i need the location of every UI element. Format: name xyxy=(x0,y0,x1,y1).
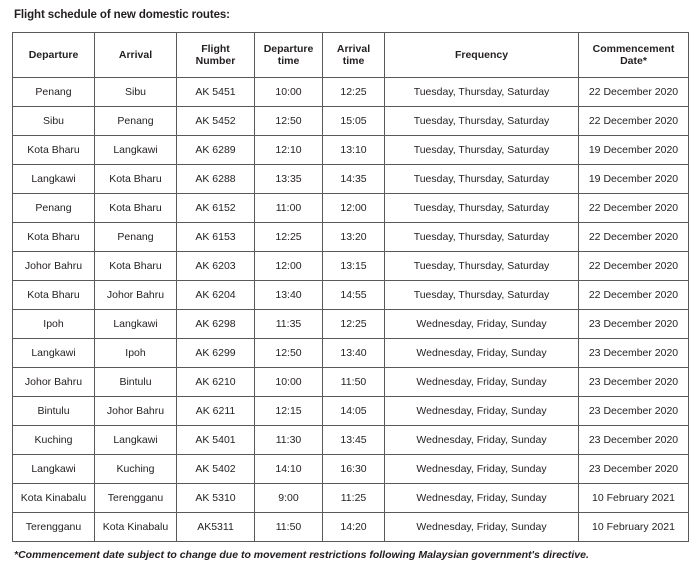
cell-departure: Kota Bharu xyxy=(13,281,95,310)
column-header-arrival-time-line2: time xyxy=(342,55,365,67)
cell-commencement-date: 22 December 2020 xyxy=(579,107,689,136)
cell-departure-time: 10:00 xyxy=(255,368,323,397)
cell-departure: Penang xyxy=(13,194,95,223)
cell-flight-number: AK 5402 xyxy=(177,455,255,484)
cell-arrival-time: 12:25 xyxy=(323,310,385,339)
cell-arrival: Penang xyxy=(95,223,177,252)
cell-frequency: Tuesday, Thursday, Saturday xyxy=(385,107,579,136)
table-row xyxy=(13,194,689,223)
cell-arrival: Johor Bahru xyxy=(95,397,177,426)
cell-flight-number: AK 5401 xyxy=(177,426,255,455)
column-header-departure-time-line2: time xyxy=(277,55,300,67)
footnote: *Commencement date subject to change due to movement restrictions following Malaysian government's directive. xyxy=(14,549,589,561)
cell-arrival-time: 16:30 xyxy=(323,455,385,484)
cell-arrival: Kota Bharu xyxy=(95,252,177,281)
cell-commencement-date: 10 February 2021 xyxy=(579,484,689,513)
cell-arrival-time: 11:25 xyxy=(323,484,385,513)
cell-arrival-time: 13:20 xyxy=(323,223,385,252)
cell-arrival: Kota Bharu xyxy=(95,194,177,223)
cell-departure: Langkawi xyxy=(13,455,95,484)
cell-departure-time: 10:00 xyxy=(255,78,323,107)
column-header-frequency xyxy=(385,33,579,78)
cell-departure-time: 14:10 xyxy=(255,455,323,484)
cell-arrival: Kota Kinabalu xyxy=(95,513,177,542)
cell-arrival-time: 13:10 xyxy=(323,136,385,165)
cell-departure: Kota Bharu xyxy=(13,223,95,252)
cell-departure-time: 9:00 xyxy=(255,484,323,513)
table-row xyxy=(13,339,689,368)
cell-flight-number: AK 6152 xyxy=(177,194,255,223)
cell-arrival: Penang xyxy=(95,107,177,136)
cell-departure-time: 11:30 xyxy=(255,426,323,455)
cell-arrival: Sibu xyxy=(95,78,177,107)
cell-frequency: Wednesday, Friday, Sunday xyxy=(385,484,579,513)
cell-flight-number: AK 6289 xyxy=(177,136,255,165)
cell-departure-time: 13:35 xyxy=(255,165,323,194)
cell-departure-time: 12:50 xyxy=(255,107,323,136)
table-row xyxy=(13,426,689,455)
column-header-departure xyxy=(13,33,95,78)
cell-arrival: Langkawi xyxy=(95,136,177,165)
table-row xyxy=(13,455,689,484)
cell-commencement-date: 22 December 2020 xyxy=(579,194,689,223)
table-header xyxy=(13,33,689,78)
table-row xyxy=(13,513,689,542)
table-row xyxy=(13,252,689,281)
column-header-arrival-label: Arrival xyxy=(118,49,153,61)
cell-departure-time: 11:50 xyxy=(255,513,323,542)
cell-departure-time: 12:00 xyxy=(255,252,323,281)
column-header-departure-label: Departure xyxy=(28,49,79,61)
cell-frequency: Tuesday, Thursday, Saturday xyxy=(385,281,579,310)
table-row xyxy=(13,368,689,397)
cell-departure-time: 12:25 xyxy=(255,223,323,252)
cell-frequency: Tuesday, Thursday, Saturday xyxy=(385,136,579,165)
table-row xyxy=(13,136,689,165)
cell-commencement-date: 22 December 2020 xyxy=(579,223,689,252)
cell-arrival: Johor Bahru xyxy=(95,281,177,310)
cell-arrival: Kuching xyxy=(95,455,177,484)
cell-departure: Langkawi xyxy=(13,165,95,194)
column-header-flight-number-line2: Number xyxy=(195,55,236,67)
cell-commencement-date: 23 December 2020 xyxy=(579,426,689,455)
cell-frequency: Tuesday, Thursday, Saturday xyxy=(385,165,579,194)
column-header-commencement-line2: Date* xyxy=(620,55,647,67)
cell-arrival-time: 13:40 xyxy=(323,339,385,368)
cell-arrival-time: 13:45 xyxy=(323,426,385,455)
cell-frequency: Wednesday, Friday, Sunday xyxy=(385,339,579,368)
column-header-departure-time xyxy=(255,33,323,78)
cell-frequency: Wednesday, Friday, Sunday xyxy=(385,397,579,426)
cell-flight-number: AK 5310 xyxy=(177,484,255,513)
cell-departure-time: 11:00 xyxy=(255,194,323,223)
column-header-departure-time-line1: Departure xyxy=(263,43,314,55)
cell-frequency: Tuesday, Thursday, Saturday xyxy=(385,78,579,107)
column-header-arrival-time xyxy=(323,33,385,78)
cell-arrival-time: 14:20 xyxy=(323,513,385,542)
cell-departure: Sibu xyxy=(13,107,95,136)
table-row xyxy=(13,397,689,426)
cell-arrival: Langkawi xyxy=(95,426,177,455)
column-header-commencement-line1: Commencement xyxy=(592,43,675,55)
table-row xyxy=(13,78,689,107)
cell-arrival-time: 14:35 xyxy=(323,165,385,194)
table-row xyxy=(13,165,689,194)
cell-departure: Kota Bharu xyxy=(13,136,95,165)
table-body xyxy=(13,78,689,542)
cell-departure: Kuching xyxy=(13,426,95,455)
cell-arrival-time: 14:05 xyxy=(323,397,385,426)
cell-commencement-date: 22 December 2020 xyxy=(579,252,689,281)
cell-departure: Langkawi xyxy=(13,339,95,368)
cell-frequency: Wednesday, Friday, Sunday xyxy=(385,455,579,484)
cell-commencement-date: 22 December 2020 xyxy=(579,281,689,310)
cell-arrival-time: 15:05 xyxy=(323,107,385,136)
cell-frequency: Tuesday, Thursday, Saturday xyxy=(385,194,579,223)
column-header-commencement-date xyxy=(579,33,689,78)
cell-arrival: Terengganu xyxy=(95,484,177,513)
cell-frequency: Wednesday, Friday, Sunday xyxy=(385,310,579,339)
cell-flight-number: AK 5452 xyxy=(177,107,255,136)
cell-arrival: Ipoh xyxy=(95,339,177,368)
cell-flight-number: AK 6153 xyxy=(177,223,255,252)
cell-departure: Johor Bahru xyxy=(13,368,95,397)
column-header-frequency-label: Frequency xyxy=(454,49,509,61)
cell-arrival: Bintulu xyxy=(95,368,177,397)
cell-arrival-time: 12:25 xyxy=(323,78,385,107)
column-header-flight-number xyxy=(177,33,255,78)
cell-arrival: Langkawi xyxy=(95,310,177,339)
cell-arrival: Kota Bharu xyxy=(95,165,177,194)
cell-commencement-date: 23 December 2020 xyxy=(579,339,689,368)
cell-flight-number: AK 6211 xyxy=(177,397,255,426)
cell-commencement-date: 23 December 2020 xyxy=(579,455,689,484)
cell-commencement-date: 19 December 2020 xyxy=(579,165,689,194)
cell-arrival-time: 12:00 xyxy=(323,194,385,223)
cell-flight-number: AK 6299 xyxy=(177,339,255,368)
cell-flight-number: AK 5451 xyxy=(177,78,255,107)
cell-commencement-date: 23 December 2020 xyxy=(579,310,689,339)
table-row xyxy=(13,107,689,136)
table-row xyxy=(13,484,689,513)
cell-arrival-time: 13:15 xyxy=(323,252,385,281)
cell-flight-number: AK 6203 xyxy=(177,252,255,281)
cell-departure-time: 12:50 xyxy=(255,339,323,368)
cell-frequency: Tuesday, Thursday, Saturday xyxy=(385,223,579,252)
column-header-flight-number-line1: Flight xyxy=(201,43,230,55)
cell-commencement-date: 10 February 2021 xyxy=(579,513,689,542)
cell-frequency: Wednesday, Friday, Sunday xyxy=(385,426,579,455)
cell-flight-number: AK5311 xyxy=(177,513,255,542)
cell-commencement-date: 19 December 2020 xyxy=(579,136,689,165)
cell-departure-time: 12:15 xyxy=(255,397,323,426)
cell-commencement-date: 23 December 2020 xyxy=(579,368,689,397)
column-header-arrival-time-line1: Arrival xyxy=(336,43,371,55)
cell-arrival-time: 11:50 xyxy=(323,368,385,397)
column-header-arrival xyxy=(95,33,177,78)
cell-frequency: Wednesday, Friday, Sunday xyxy=(385,368,579,397)
cell-departure: Johor Bahru xyxy=(13,252,95,281)
cell-departure: Ipoh xyxy=(13,310,95,339)
cell-frequency: Wednesday, Friday, Sunday xyxy=(385,513,579,542)
cell-arrival-time: 14:55 xyxy=(323,281,385,310)
cell-departure-time: 13:40 xyxy=(255,281,323,310)
table-row xyxy=(13,223,689,252)
cell-departure-time: 11:35 xyxy=(255,310,323,339)
cell-frequency: Tuesday, Thursday, Saturday xyxy=(385,252,579,281)
page-title: Flight schedule of new domestic routes: xyxy=(14,9,230,21)
cell-departure: Penang xyxy=(13,78,95,107)
cell-departure: Terengganu xyxy=(13,513,95,542)
cell-departure: Bintulu xyxy=(13,397,95,426)
cell-departure: Kota Kinabalu xyxy=(13,484,95,513)
cell-commencement-date: 22 December 2020 xyxy=(579,78,689,107)
table-header-row xyxy=(13,33,689,78)
cell-departure-time: 12:10 xyxy=(255,136,323,165)
flight-schedule-table xyxy=(12,32,689,542)
cell-flight-number: AK 6210 xyxy=(177,368,255,397)
cell-commencement-date: 23 December 2020 xyxy=(579,397,689,426)
cell-flight-number: AK 6288 xyxy=(177,165,255,194)
cell-flight-number: AK 6298 xyxy=(177,310,255,339)
table-row xyxy=(13,281,689,310)
cell-flight-number: AK 6204 xyxy=(177,281,255,310)
table-row xyxy=(13,310,689,339)
